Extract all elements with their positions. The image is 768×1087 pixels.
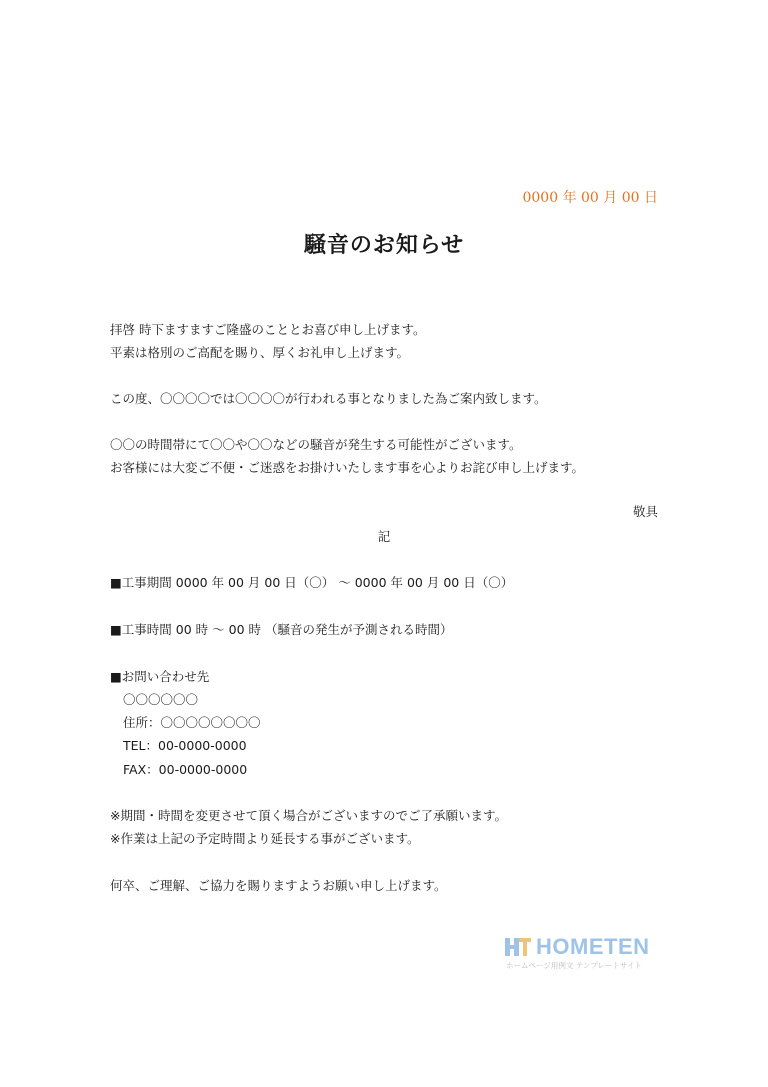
closing-keigu: 敬具	[632, 504, 658, 519]
notice-line-1: 〇〇の時間帯にて〇〇や〇〇などの騒音が発生する可能性がございます。	[110, 437, 522, 452]
logo-tagline: ホームページ用例文 テンプレートサイト	[506, 961, 643, 970]
notice-line-2: お客様には大変ご不便・ご迷惑をお掛けいたします事を心よりお詫び申し上げます。	[110, 460, 585, 475]
contact-heading: ■お問い合わせ先	[110, 669, 210, 684]
note-line-2: ※作業は上記の予定時間より延長する事がございます。	[110, 831, 420, 846]
page-title: 騒音のお知らせ	[303, 232, 465, 258]
contact-tel: TEL：00-0000-0000	[123, 738, 247, 753]
contact-name: 〇〇〇〇〇〇	[123, 692, 199, 707]
document-date: 0000 年 00 月 00 日	[522, 190, 658, 206]
construction-period: ■工事期間 0000 年 00 月 00 日（〇） 〜 0000 年 00 月 00 日（〇）	[110, 575, 514, 590]
ki-heading: 記	[377, 529, 391, 544]
note-line-1: ※期間・時間を変更させて頂く場合がございますのでご了承願います。	[110, 808, 507, 823]
hometen-logo-icon	[504, 936, 532, 958]
construction-hours: ■工事時間 00 時 〜 00 時 （騒音の発生が予測される時間）	[110, 622, 453, 637]
logo-text: HOMETEN	[536, 934, 650, 959]
contact-address: 住所：〇〇〇〇〇〇〇〇	[123, 715, 261, 730]
greeting-line-2: 平素は格別のご高配を賜り、厚くお礼申し上げます。	[110, 345, 410, 360]
greeting-line-1: 拝啓 時下ますますご隆盛のこととお喜び申し上げます。	[110, 322, 426, 337]
intro-line: この度、〇〇〇〇では〇〇〇〇が行われる事となりました為ご案内致します。	[110, 391, 547, 406]
final-request: 何卒、ご理解、ご協力を賜りますようお願い申し上げます。	[110, 878, 447, 893]
contact-fax: FAX：00-0000-0000	[123, 762, 248, 777]
hometen-logo	[504, 934, 664, 974]
